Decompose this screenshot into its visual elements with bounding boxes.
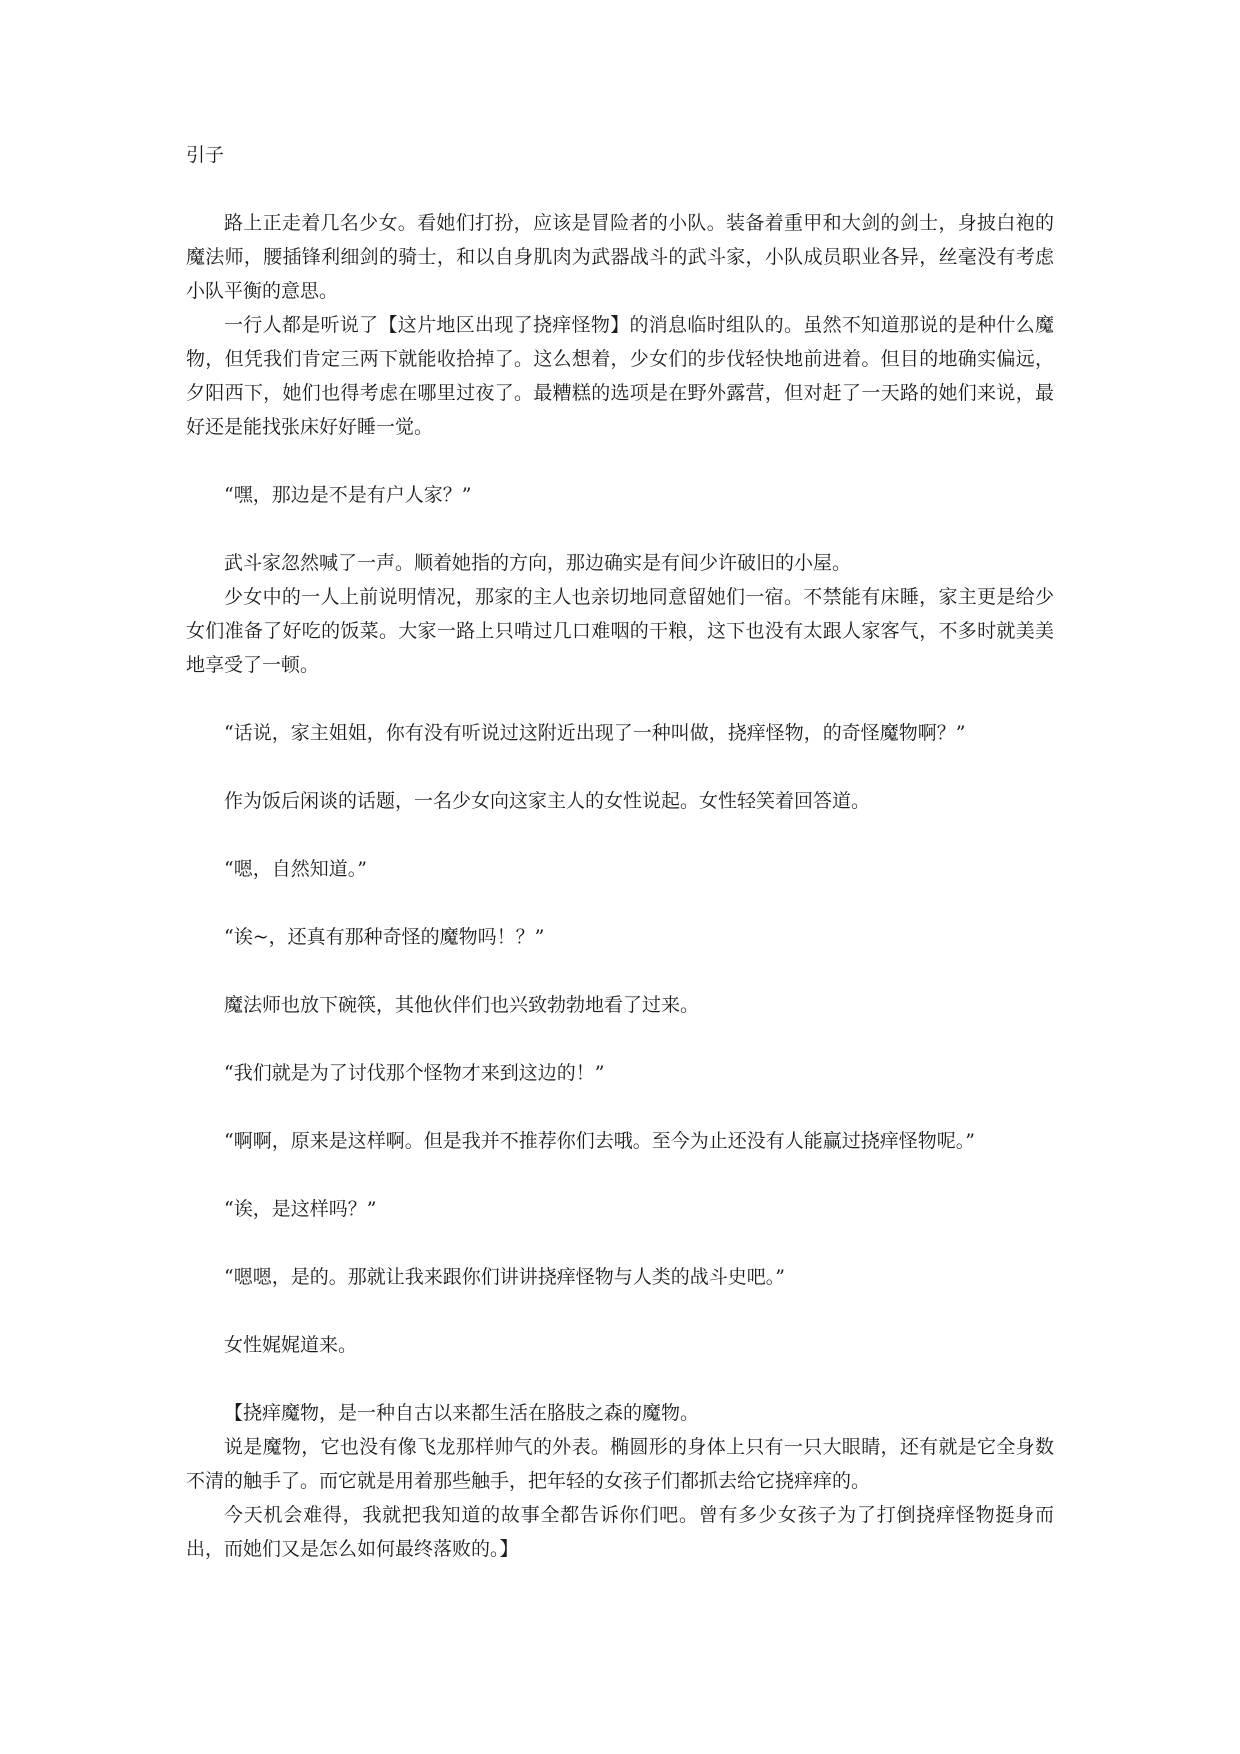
chapter-heading: 引子 [186,144,225,166]
spacer [186,1158,1054,1192]
spacer [186,1294,1054,1328]
paragraph: 【挠痒魔物，是一种自古以来都生活在胳肢之森的魔物。 [224,1402,700,1424]
spacer [186,512,1054,546]
paragraph: 武斗家忽然喊了一声。顺着她指的方向，那边确实是有间少许破旧的小屋。 [224,552,852,574]
paragraph: 一行人都是听说了【这片地区出现了挠痒怪物】的消息临时组队的。虽然不知道那说的是种什么魔物，但凭我们肯定三两下就能收拾掉了。这么想着，少女们的步伐轻快地前进着。但目的地确实偏远，夕阳西下，她们也得考虑在哪里过夜了。最糟糕的选项是在野外露营，但对赶了一天路的她们来说，最好还是能找张床好好睡一觉。 [186,314,1054,438]
paragraph: “嗯，自然知道。” [224,858,367,880]
paragraph: “嗯嗯，是的。那就让我来跟你们讲讲挠痒怪物与人类的战斗史吧。” [224,1266,785,1288]
paragraph: 作为饭后闲谈的话题，一名少女向这家主人的女性说起。女性轻笑着回答道。 [224,790,871,812]
paragraph: “啊啊，原来是这样啊。但是我并不推荐你们去哦。至今为止还没有人能赢过挠痒怪物呢。” [224,1130,975,1152]
spacer [186,750,1054,784]
paragraph: “诶，是这样吗？” [224,1198,377,1220]
paragraph: “嘿，那边是不是有户人家？” [224,484,472,506]
spacer [186,818,1054,852]
paragraph: 今天机会难得，我就把我知道的故事全都告诉你们吧。曾有多少女孩子为了打倒挠痒怪物挺身而出，而她们又是怎么如何最终落败的。】 [186,1504,1054,1560]
spacer [186,444,1054,478]
paragraph: “话说，家主姐姐，你有没有听说过这附近出现了一种叫做，挠痒怪物，的奇怪魔物啊？” [224,722,966,744]
paragraph: 女性娓娓道来。 [224,1334,358,1356]
document-body [186,138,1054,1566]
spacer [186,1022,1054,1056]
spacer [186,172,1054,206]
spacer [186,1226,1054,1260]
spacer [186,1362,1054,1396]
spacer [186,682,1054,716]
paragraph: 少女中的一人上前说明情况，那家的主人也亲切地同意留她们一宿。不禁能有床睡，家主更是给少女们准备了好吃的饭菜。大家一路上只啃过几口难咽的干粮，这下也没有太跟人家客气，不多时就美美地享受了一顿。 [186,586,1054,676]
spacer [186,954,1054,988]
spacer [186,1090,1054,1124]
paragraph: 路上正走着几名少女。看她们打扮，应该是冒险者的小队。装备着重甲和大剑的剑士，身披白袍的魔法师，腰插锋利细剑的骑士，和以自身肌肉为武器战斗的武斗家，小队成员职业各异，丝毫没有考虑小队平衡的意思。 [186,212,1054,302]
spacer [186,886,1054,920]
paragraph: 魔法师也放下碗筷，其他伙伴们也兴致勃勃地看了过来。 [224,994,700,1016]
paragraph: 说是魔物，它也没有像飞龙那样帅气的外表。椭圆形的身体上只有一只大眼睛，还有就是它全身数不清的触手了。而它就是用着那些触手，把年轻的女孩子们都抓去给它挠痒痒的。 [186,1436,1054,1492]
paragraph: “我们就是为了讨伐那个怪物才来到这边的！” [224,1062,605,1084]
paragraph: “诶~，还真有那种奇怪的魔物吗！？” [224,926,545,948]
